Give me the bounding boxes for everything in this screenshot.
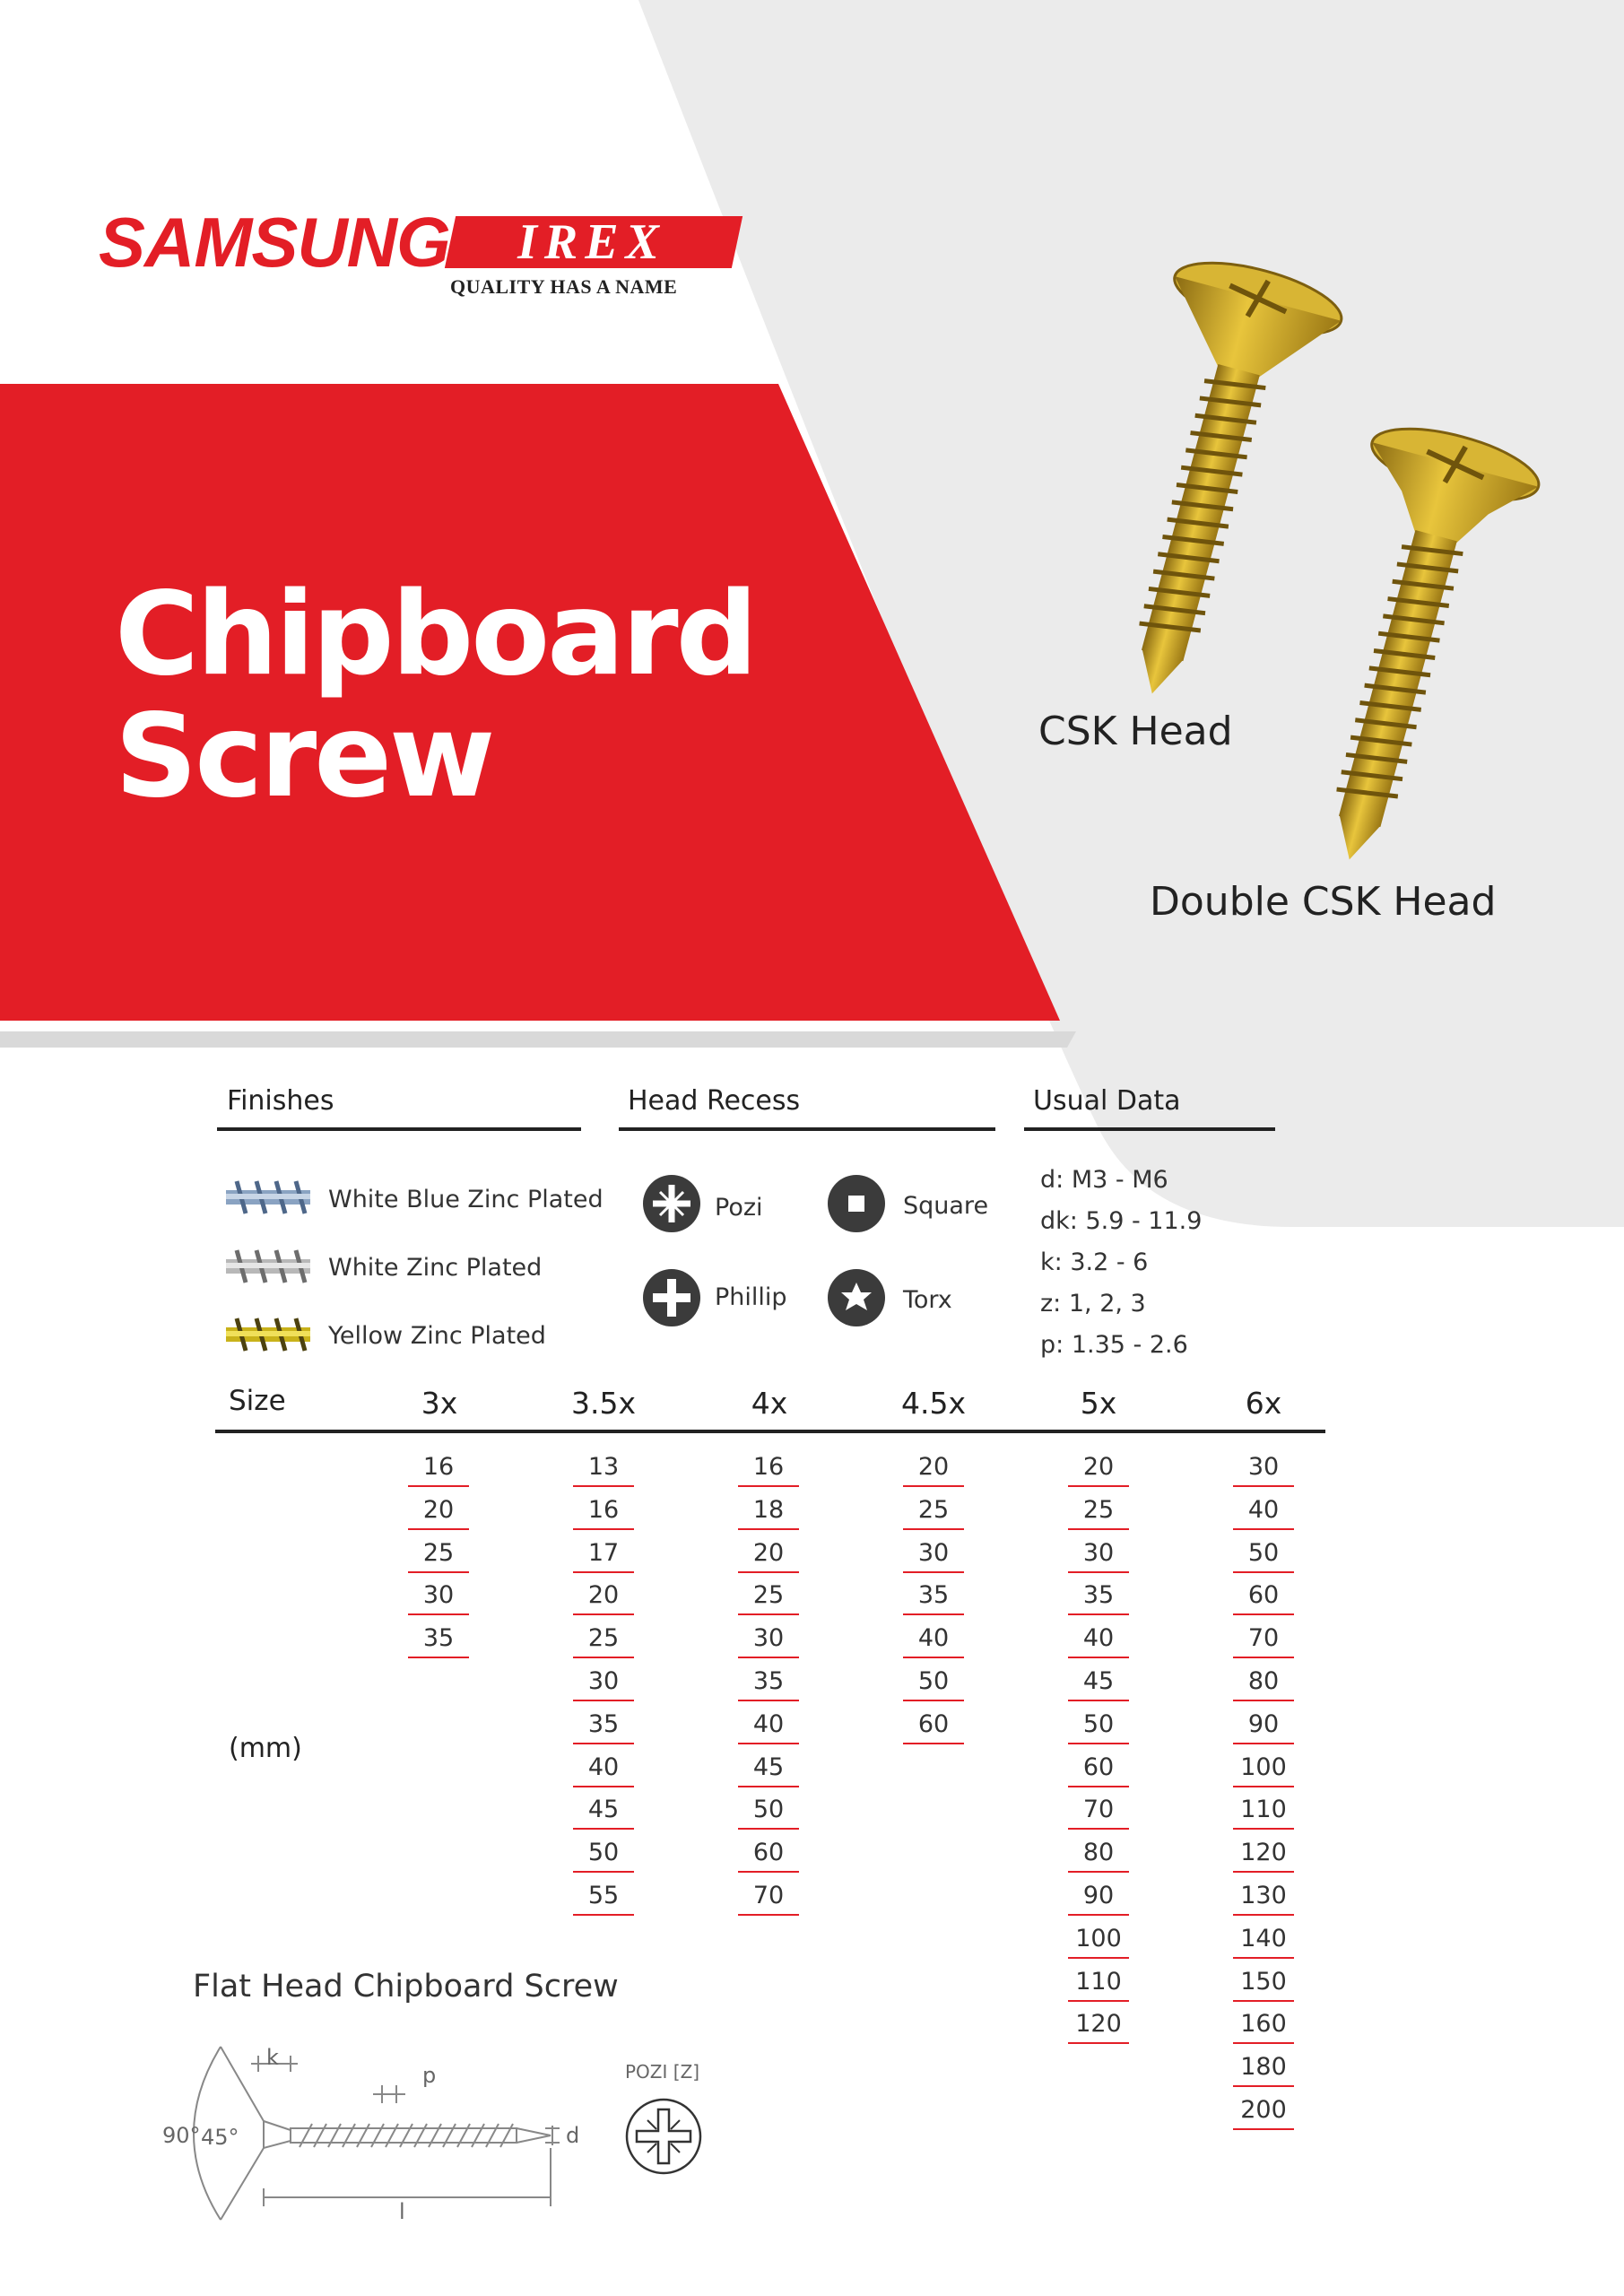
size-length-cell: 45 <box>738 1752 799 1787</box>
dim-label-l: l <box>399 2199 405 2224</box>
size-length-cell: 90 <box>1068 1880 1129 1916</box>
size-length-cell: 60 <box>1233 1579 1294 1615</box>
size-length-cell: 120 <box>1233 1837 1294 1873</box>
brand-name: SAMSUNG <box>99 203 450 282</box>
white-thread-icon <box>226 1247 310 1286</box>
size-length-cell: 100 <box>1233 1752 1294 1787</box>
size-length-cell: 40 <box>1233 1494 1294 1530</box>
size-length-cell: 25 <box>1068 1494 1129 1530</box>
size-length-cell: 160 <box>1233 2008 1294 2044</box>
size-col-head: 3x <box>421 1386 458 1421</box>
size-length-cell: 20 <box>1068 1451 1129 1487</box>
recess-torx: Torx <box>903 1286 952 1314</box>
size-length-cell: 70 <box>738 1880 799 1916</box>
usual-data-d: d: M3 - M6 <box>1040 1166 1168 1194</box>
recess-phillip: Phillip <box>715 1283 787 1311</box>
usual-data-rule <box>1024 1127 1275 1131</box>
usual-data-z: z: 1, 2, 3 <box>1040 1290 1146 1318</box>
size-length-cell: 30 <box>738 1622 799 1658</box>
size-length-cell: 16 <box>573 1494 634 1530</box>
finish-yellow: Yellow Zinc Plated <box>328 1322 546 1350</box>
title-line-2: Screw <box>115 690 493 823</box>
size-col-head: 4.5x <box>900 1386 966 1421</box>
size-length-cell: 120 <box>1068 2008 1129 2044</box>
size-length-cell: 40 <box>738 1709 799 1744</box>
sub-brand-name: IREX <box>517 214 666 270</box>
phillip-icon <box>642 1268 701 1327</box>
size-length-cell: 80 <box>1233 1665 1294 1701</box>
size-length-cell: 25 <box>903 1494 964 1530</box>
size-length-cell: 100 <box>1068 1923 1129 1959</box>
size-length-cell: 130 <box>1233 1880 1294 1916</box>
finishes-rule <box>217 1127 581 1131</box>
finish-white-blue: White Blue Zinc Plated <box>328 1186 604 1213</box>
dim-label-p: p <box>422 2063 437 2088</box>
size-col-head: 3.5x <box>570 1386 636 1421</box>
size-length-cell: 17 <box>573 1537 634 1573</box>
size-length-cell: 35 <box>903 1579 964 1615</box>
square-icon <box>827 1174 886 1233</box>
usual-data-k: k: 3.2 - 6 <box>1040 1248 1149 1276</box>
unit-label: (mm) <box>229 1733 302 1764</box>
size-col-head: 6x <box>1245 1386 1282 1421</box>
size-length-cell: 200 <box>1233 2094 1294 2130</box>
page-title <box>115 568 756 823</box>
csk-head-label: CSK Head <box>1038 709 1233 754</box>
size-length-cell: 110 <box>1233 1794 1294 1830</box>
size-length-cell: 30 <box>1233 1451 1294 1487</box>
size-length-cell: 60 <box>903 1709 964 1744</box>
size-length-cell: 45 <box>1068 1665 1129 1701</box>
size-length-cell: 70 <box>1233 1622 1294 1658</box>
size-length-cell: 30 <box>1068 1537 1129 1573</box>
size-length-cell: 50 <box>903 1665 964 1701</box>
size-length-cell: 45 <box>573 1794 634 1830</box>
size-length-cell: 25 <box>738 1579 799 1615</box>
size-length-cell: 30 <box>573 1665 634 1701</box>
size-length-cell: 30 <box>408 1579 469 1615</box>
size-label: Size <box>229 1385 286 1417</box>
size-col-head: 5x <box>1080 1386 1117 1421</box>
size-length-cell: 18 <box>738 1494 799 1530</box>
brand-tagline: QUALITY HAS A NAME <box>450 275 678 298</box>
size-length-cell: 40 <box>903 1622 964 1658</box>
dim-label-k: k <box>266 2045 279 2070</box>
finish-white: White Zinc Plated <box>328 1254 543 1282</box>
size-length-cell: 40 <box>573 1752 634 1787</box>
size-length-cell: 140 <box>1233 1923 1294 1959</box>
size-length-cell: 25 <box>573 1622 634 1658</box>
head-recess-heading: Head Recess <box>628 1085 801 1117</box>
size-length-cell: 70 <box>1068 1794 1129 1830</box>
size-length-cell: 30 <box>903 1537 964 1573</box>
size-length-cell: 50 <box>738 1794 799 1830</box>
pozi-icon <box>642 1174 701 1233</box>
finishes-heading: Finishes <box>227 1085 334 1117</box>
grey-shadow-band <box>0 1031 1076 1048</box>
size-col-head: 4x <box>751 1386 788 1421</box>
size-length-cell: 20 <box>903 1451 964 1487</box>
dim-label-d: d <box>566 2123 580 2148</box>
size-length-cell: 110 <box>1068 1966 1129 2002</box>
size-length-cell: 20 <box>408 1494 469 1530</box>
size-table-rule <box>215 1430 1325 1433</box>
size-length-cell: 13 <box>573 1451 634 1487</box>
recess-pozi: Pozi <box>715 1194 763 1222</box>
size-length-cell: 35 <box>738 1665 799 1701</box>
size-length-cell: 25 <box>408 1537 469 1573</box>
usual-data-heading: Usual Data <box>1033 1085 1181 1117</box>
recess-square: Square <box>903 1192 989 1220</box>
size-length-cell: 16 <box>408 1451 469 1487</box>
size-length-cell: 55 <box>573 1880 634 1916</box>
size-length-cell: 35 <box>1068 1579 1129 1615</box>
size-length-cell: 40 <box>1068 1622 1129 1658</box>
torx-icon <box>827 1268 886 1327</box>
double-csk-head-label: Double CSK Head <box>1150 879 1497 925</box>
head-recess-rule <box>619 1127 995 1131</box>
usual-data-p: p: 1.35 - 2.6 <box>1040 1331 1188 1359</box>
dim-label-angle-outer: 90° <box>162 2123 201 2148</box>
pozi-caption: POZI [Z] <box>625 2061 700 2083</box>
size-length-cell: 60 <box>1068 1752 1129 1787</box>
size-length-cell: 50 <box>1068 1709 1129 1744</box>
size-length-cell: 20 <box>738 1537 799 1573</box>
pozi-recess-diagram-icon <box>624 2097 703 2176</box>
size-length-cell: 50 <box>1233 1537 1294 1573</box>
size-length-cell: 60 <box>738 1837 799 1873</box>
size-length-cell: 90 <box>1233 1709 1294 1744</box>
usual-data-dk: dk: 5.9 - 11.9 <box>1040 1207 1203 1235</box>
size-length-cell: 180 <box>1233 2051 1294 2087</box>
size-length-cell: 20 <box>573 1579 634 1615</box>
size-length-cell: 16 <box>738 1451 799 1487</box>
size-length-cell: 35 <box>408 1622 469 1658</box>
white-blue-thread-icon <box>226 1178 310 1217</box>
dim-label-angle-inner: 45° <box>201 2125 239 2150</box>
size-length-cell: 50 <box>573 1837 634 1873</box>
size-length-cell: 35 <box>573 1709 634 1744</box>
yellow-thread-icon <box>226 1315 310 1354</box>
size-length-cell: 150 <box>1233 1966 1294 2002</box>
diagram-title: Flat Head Chipboard Screw <box>193 1969 619 2005</box>
size-length-cell: 80 <box>1068 1837 1129 1873</box>
double-csk-screw-icon <box>1255 408 1560 874</box>
title-line-1: Chipboard <box>115 568 756 701</box>
